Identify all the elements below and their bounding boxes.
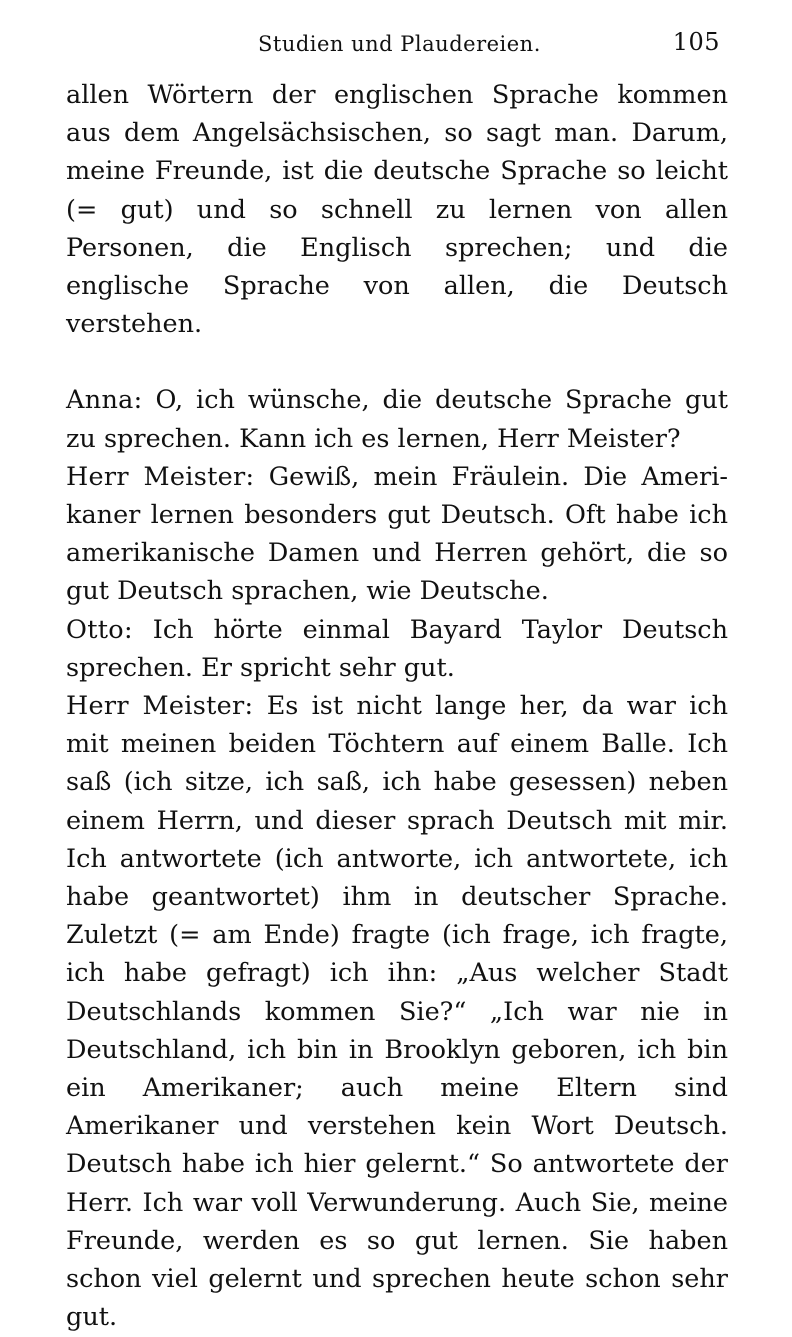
speaker-label: Anna: xyxy=(66,385,143,416)
dialogue-text: O, ich wünsche, die deutsche Sprache gut zu sprechen. Kann ich es lernen, Herr Meister? xyxy=(66,385,728,454)
dialogue-text: Gewiß, mein Fräulein. Die Amerikaner lernen besonders gut Deutsch. Oft habe ich amerikanische Damen und Herren gehört, die so gut Deutsch sprachen, wie Deutsche. xyxy=(66,461,728,607)
dialogue-text: Es ist nicht lange her, da war ich mit meinen beiden Töchtern auf einem Balle. Ich saß (ich sitze, ich saß, ich habe gesessen) neben einem Herrn, und dieser sprach Deutsch mit mir. Ich antwortete (ich antworte, ich antwortete, ich habe geantwortet) ihm in deutscher Sprache. Zuletzt (= am Ende) fragte (ich frage, ich fragte, ich habe gefragt) ich ihn: „Aus welcher Stadt Deutschlands kommen Sie?“ „Ich war nie in Deutschland, ich bin in Brooklyn geboren, ich bin ein Amerikaner; auch meine Eltern sind Amerikaner und verstehen kein Wort Deutsch. Deutsch habe ich hier gelernt.“ So antwortete der Herr. Ich war voll Verwunderung. Auch Sie, meine Freunde, werden es so gut lernen. Sie haben schon viel gelernt und sprechen heute schon sehr gut. xyxy=(66,691,728,1333)
speaker-label: Otto: xyxy=(66,614,133,645)
dialogue-line-herr-meister xyxy=(66,458,728,611)
page-number: 105 xyxy=(672,28,720,56)
dialogue-text: Ich hörte einmal Bayard Taylor Deutsch sprechen. Er spricht sehr gut. xyxy=(66,614,728,683)
dialogue-line-anna xyxy=(66,381,728,457)
running-title: Studien und Plaudereien. xyxy=(258,32,541,56)
speaker-label: Herr Meister: xyxy=(66,461,255,492)
book-page xyxy=(66,28,728,1337)
dialogue-line-otto xyxy=(66,611,728,687)
dialogue-line-herr-meister-2 xyxy=(66,687,728,1336)
speaker-label: Herr Meister: xyxy=(66,691,254,722)
running-head xyxy=(66,28,728,62)
continuation-paragraph: allen Wörtern der englischen Sprache kommen aus dem Angelsächsischen, so sagt man. Darum, meine Freunde, ist die deutsche Sprache so leicht (= gut) und so schnell zu lernen von allen Personen, die Englisch sprechen; und die englische Sprache von allen, die Deutsch verstehen. xyxy=(66,80,728,340)
